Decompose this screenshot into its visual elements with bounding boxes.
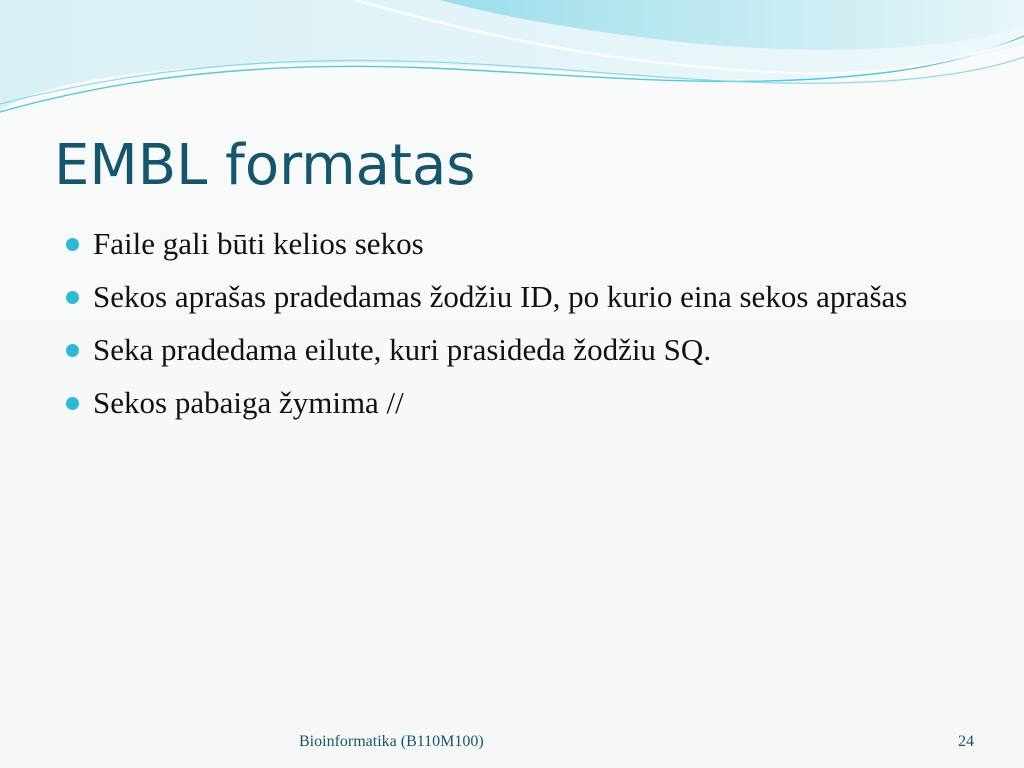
bullet-item [66,222,946,266]
bullet-text: Faile gali būti kelios sekos [93,226,424,261]
bullet-dot-icon [66,344,79,357]
bullet-item [66,275,946,319]
top-wave-decoration [0,0,1024,130]
bullet-text: Sekos pabaiga žymima // [93,385,404,420]
bullet-list [66,222,946,434]
bullet-item [66,328,946,372]
footer-course-label: Bioinformatika (B110M100) [299,733,484,750]
slide-title: EMBL formatas [54,133,476,198]
slide-page-number: 24 [958,733,974,750]
bullet-item [66,381,946,425]
bullet-dot-icon [66,397,79,410]
bullet-dot-icon [66,291,79,304]
bullet-text: Seka pradedama eilute, kuri prasideda žodžiu SQ. [93,332,712,367]
bullet-dot-icon [66,238,79,251]
bullet-text: Sekos aprašas pradedamas žodžiu ID, po kurio eina sekos aprašas [93,279,908,314]
